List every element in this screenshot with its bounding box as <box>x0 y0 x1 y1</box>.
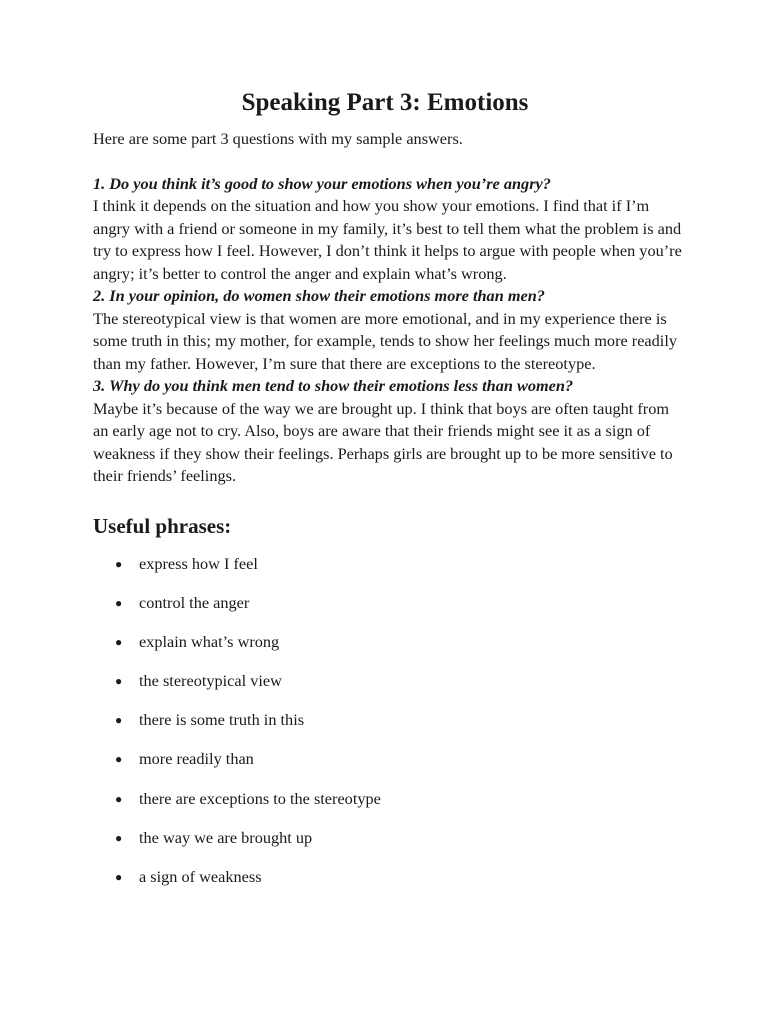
answer-3: Maybe it’s because of the way we are brought up. I think that boys are often taught from an early age not to cry. Also, boys are aware that their friends might see it as a sign of weakness if they show their feelings. Perhaps girls are brought up to be more sensitive to their friends’ feelings. <box>93 398 673 485</box>
bullet-icon: ● <box>115 556 123 571</box>
list-item <box>93 592 683 614</box>
useful-phrases-heading: Useful phrases: <box>93 513 232 538</box>
list-item <box>93 748 683 770</box>
question-1: 1. Do you think it’s good to show your emotions when you’re angry? <box>93 173 551 193</box>
list-item <box>93 670 683 692</box>
phrase-text: control the anger <box>139 592 250 612</box>
document-title: Speaking Part 3: Emotions <box>241 89 529 116</box>
document-page <box>93 86 683 905</box>
list-item <box>93 788 683 810</box>
bullet-icon: ● <box>115 870 123 884</box>
list-item <box>93 827 683 849</box>
answer-2: The stereotypical view is that women are more emotional, and in my experience there is some truth in this; my mother, for example, tends to show her feelings much more readily than my father. However, I’m sure that there are exceptions to the stereotype. <box>93 308 677 373</box>
list-item <box>93 709 683 731</box>
question-2: 2. In your opinion, do women show their emotions more than men? <box>93 286 545 305</box>
phrase-text: there are exceptions to the stereotype <box>139 788 381 808</box>
intro-text: Here are some part 3 questions with my sample answers. <box>93 129 463 148</box>
phrase-text: express how I feel <box>139 553 258 573</box>
bullet-icon: ● <box>115 830 123 845</box>
bullet-icon: ● <box>115 752 123 767</box>
phrase-text: a sign of weakness <box>139 867 262 886</box>
question-3: 3. Why do you think men tend to show their emotions less than women? <box>93 376 574 395</box>
bullet-icon: ● <box>115 634 123 649</box>
useful-phrases-list <box>93 553 683 889</box>
qa-section <box>93 173 683 488</box>
list-item <box>93 631 683 653</box>
bullet-icon: ● <box>115 674 123 689</box>
phrase-text: more readily than <box>139 749 254 769</box>
phrase-text: explain what’s wrong <box>139 631 280 651</box>
bullet-icon: ● <box>115 595 123 610</box>
phrase-text: the stereotypical view <box>139 671 282 691</box>
phrase-text: there is some truth in this <box>139 710 305 730</box>
bullet-icon: ● <box>115 713 123 728</box>
list-item <box>93 553 683 575</box>
answer-1: I think it depends on the situation and how you show your emotions. I find that if I’m angry with a friend or someone in my family, it’s best to tell them what the problem is and try to express how I feel. However, I don’t think it helps to argue with people when you’re angry; it’s better to control the anger and explain what’s wrong. <box>93 196 682 283</box>
bullet-icon: ● <box>115 791 123 806</box>
phrase-text: the way we are brought up <box>139 827 313 847</box>
list-item <box>93 866 683 888</box>
